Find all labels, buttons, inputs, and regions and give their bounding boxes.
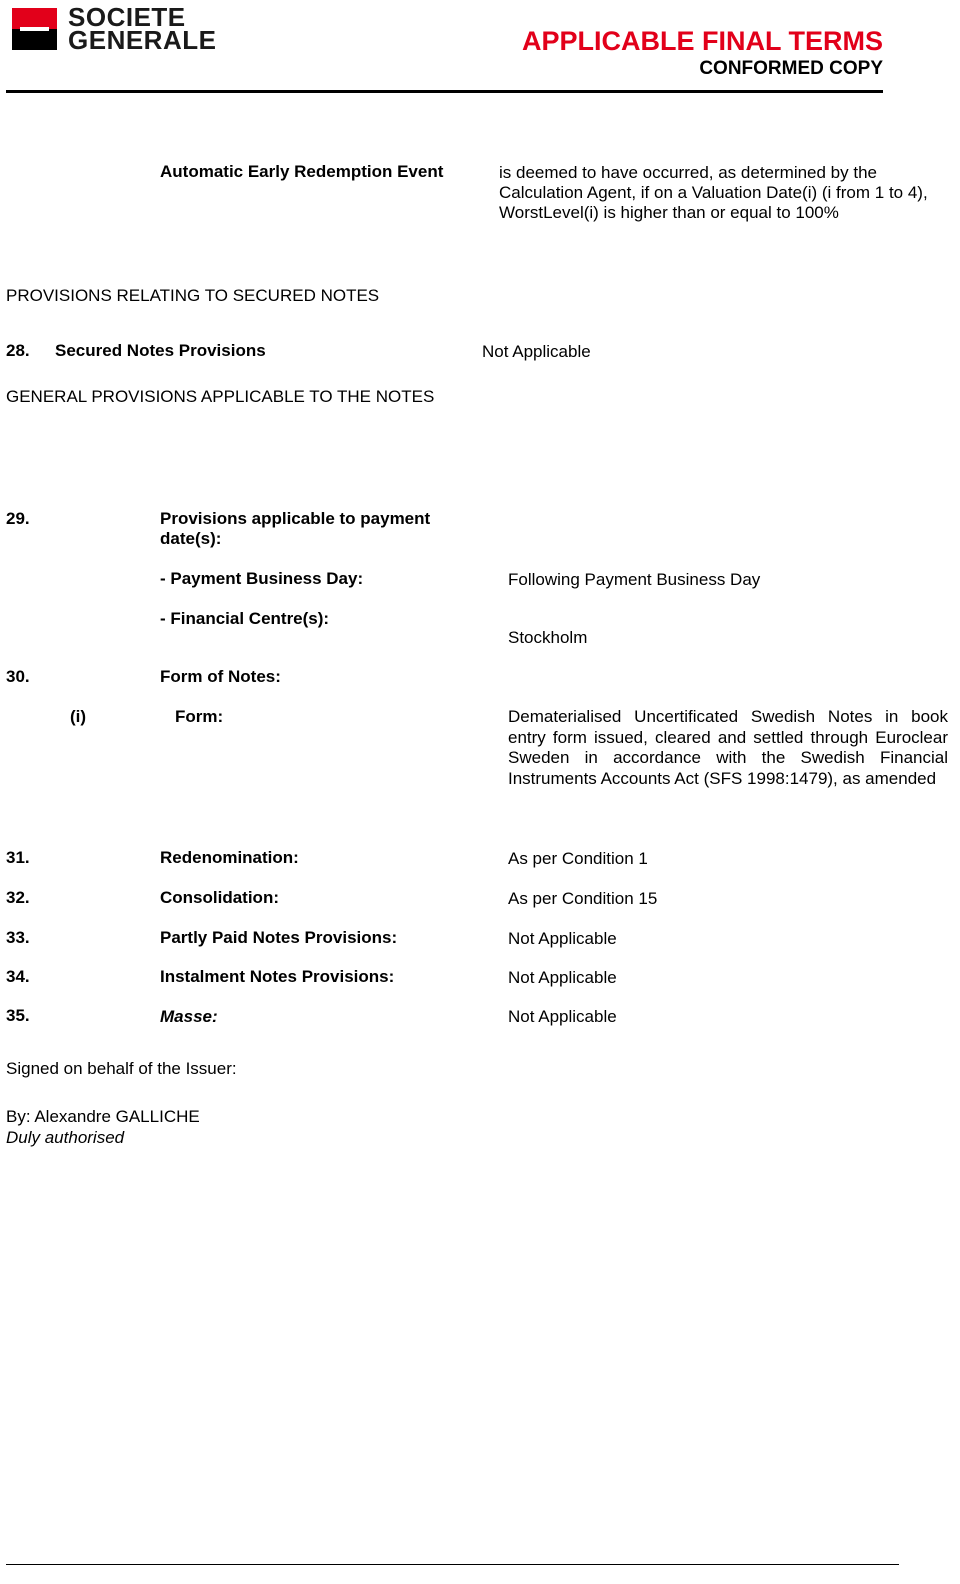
item-number: 33. — [6, 928, 30, 947]
item-value-instalment: Not Applicable — [508, 968, 617, 987]
item-value-consolidation: As per Condition 15 — [508, 889, 658, 908]
logo-line-2: GENERALE — [68, 25, 217, 55]
auto-early-redemption-label: Automatic Early Redemption Event — [160, 162, 444, 181]
item-30-sub-value: Dematerialised Uncertificated Swedish Notes in book entry form issued, cleared and settled through Euroclear Sweden in accordance with the Swedish Financial Instruments Accounts Act (SFS 1998:1479), as amended — [508, 707, 948, 788]
item-29-label-line: date(s): — [160, 529, 222, 548]
header-divider — [6, 90, 883, 93]
signed-on-behalf: Signed on behalf of the Issuer: — [6, 1059, 237, 1078]
item-29-number: 29. — [6, 509, 30, 528]
item-value-masse: Not Applicable — [508, 1007, 617, 1026]
financial-centre-label: - Financial Centre(s): — [160, 609, 330, 628]
payment-business-day-label: - Payment Business Day: — [160, 569, 364, 588]
item-29-label-line: Provisions applicable to payment — [160, 509, 431, 528]
item-28-label: Secured Notes Provisions — [55, 341, 266, 360]
financial-centre-value: Stockholm — [508, 628, 588, 647]
item-value-redenomination: As per Condition 1 — [508, 849, 648, 868]
payment-business-day-value: Following Payment Business Day — [508, 570, 761, 589]
item-label-instalment: Instalment Notes Provisions: — [160, 967, 395, 986]
signatory-name: By: Alexandre GALLICHE — [6, 1107, 200, 1126]
auto-early-line: Calculation Agent, if on a Valuation Date(i) (i from 1 to 4), — [499, 183, 928, 202]
auto-early-line: WorstLevel(i) is higher than or equal to 100% — [499, 203, 839, 222]
item-value-partly-paid: Not Applicable — [508, 929, 617, 948]
auto-early-line: is deemed to have occurred, as determined by the — [499, 163, 877, 182]
footer-divider — [6, 1564, 899, 1565]
item-number: 32. — [6, 888, 30, 907]
document-title: APPLICABLE FINAL TERMS — [521, 26, 883, 56]
item-30-number: 30. — [6, 667, 30, 686]
item-28-value: Not Applicable — [482, 342, 591, 361]
logo-mark-icon — [12, 8, 57, 50]
logo-text — [68, 2, 217, 55]
item-28-number: 28. — [6, 341, 30, 360]
auto-early-redemption-value — [499, 163, 928, 223]
section-heading-secured-notes: PROVISIONS RELATING TO SECURED NOTES — [6, 286, 380, 305]
item-label-redenomination: Redenomination: — [160, 848, 299, 867]
item-30-sub-number: (i) — [70, 707, 87, 726]
item-30-sub-label: Form: — [175, 707, 224, 726]
societe-generale-logo — [12, 2, 242, 55]
document-subtitle: CONFORMED COPY — [699, 58, 883, 79]
section-heading-general-provisions: GENERAL PROVISIONS APPLICABLE TO THE NOTES — [6, 387, 435, 406]
logo-line-1: SOCIETE — [68, 2, 186, 32]
item-label-consolidation: Consolidation: — [160, 888, 279, 907]
item-number: 35. — [6, 1006, 30, 1025]
item-label-partly-paid: Partly Paid Notes Provisions: — [160, 928, 398, 947]
item-30-label: Form of Notes: — [160, 667, 281, 686]
item-number: 31. — [6, 848, 30, 867]
signatory-title: Duly authorised — [6, 1128, 125, 1147]
item-label-masse: Masse: — [160, 1007, 218, 1026]
item-29-label — [160, 509, 430, 549]
item-number: 34. — [6, 967, 30, 986]
